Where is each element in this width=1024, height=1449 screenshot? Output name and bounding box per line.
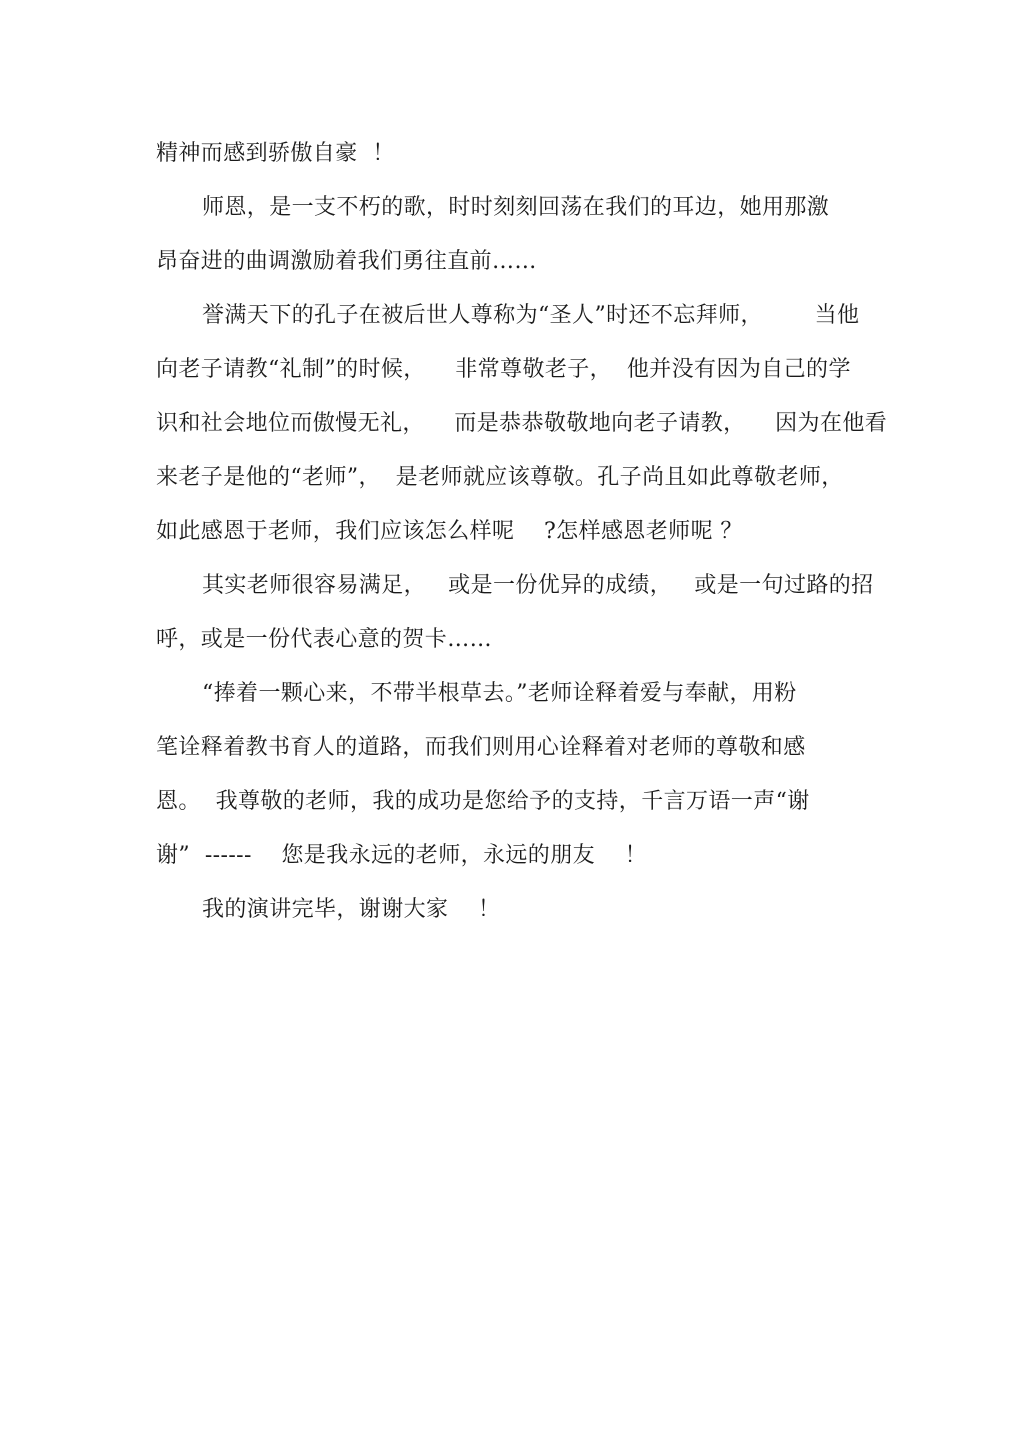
paragraph-start-line: 誉满天下的孔子在被后世人尊称为“圣人”时还不忘拜师， 当他 [202,303,860,328]
text-line: 精神而感到骄傲自豪 ！ [156,141,395,166]
text-line: 恩。 我尊敬的老师，我的成功是您给予的支持，千言万语一声“谢 [156,789,810,814]
paragraph-start-line: 师恩，是一支不朽的歌，时时刻刻回荡在我们的耳边，她用那激 [202,195,830,220]
text-line: 昂奋进的曲调激励着我们勇往直前…… [156,249,537,274]
paragraph-start-line: 其实老师很容易满足， 或是一份优异的成绩， 或是一句过路的招 [202,573,874,598]
text-line: 如此感恩于老师，我们应该怎么样呢 ?怎样感恩老师呢 ？ [156,519,743,544]
text-line: 谢” ------ 您是我永远的老师，永远的朋友 ！ [156,843,647,868]
paragraph-start-line: “捧着一颗心来，不带半根草去。”老师诠释着爱与奉献，用粉 [202,681,797,706]
text-line: 笔诠释着教书育人的道路，而我们则用心诠释着对老师的尊敬和感 [156,735,806,760]
text-line: 识和社会地位而傲慢无礼， 而是恭恭敬敬地向老子请教， 因为在他看 [156,411,888,436]
text-line: 呼，或是一份代表心意的贺卡…… [156,627,493,652]
closing-line: 我的演讲完毕，谢谢大家 ！ [202,897,501,922]
text-line: 来老子是他的“老师”， 是老师就应该尊敬。孔子尚且如此尊敬老师， [156,465,844,490]
text-line: 向老子请教“礼制”的时候， 非常尊敬老子， 他并没有因为自己的学 [156,357,851,382]
